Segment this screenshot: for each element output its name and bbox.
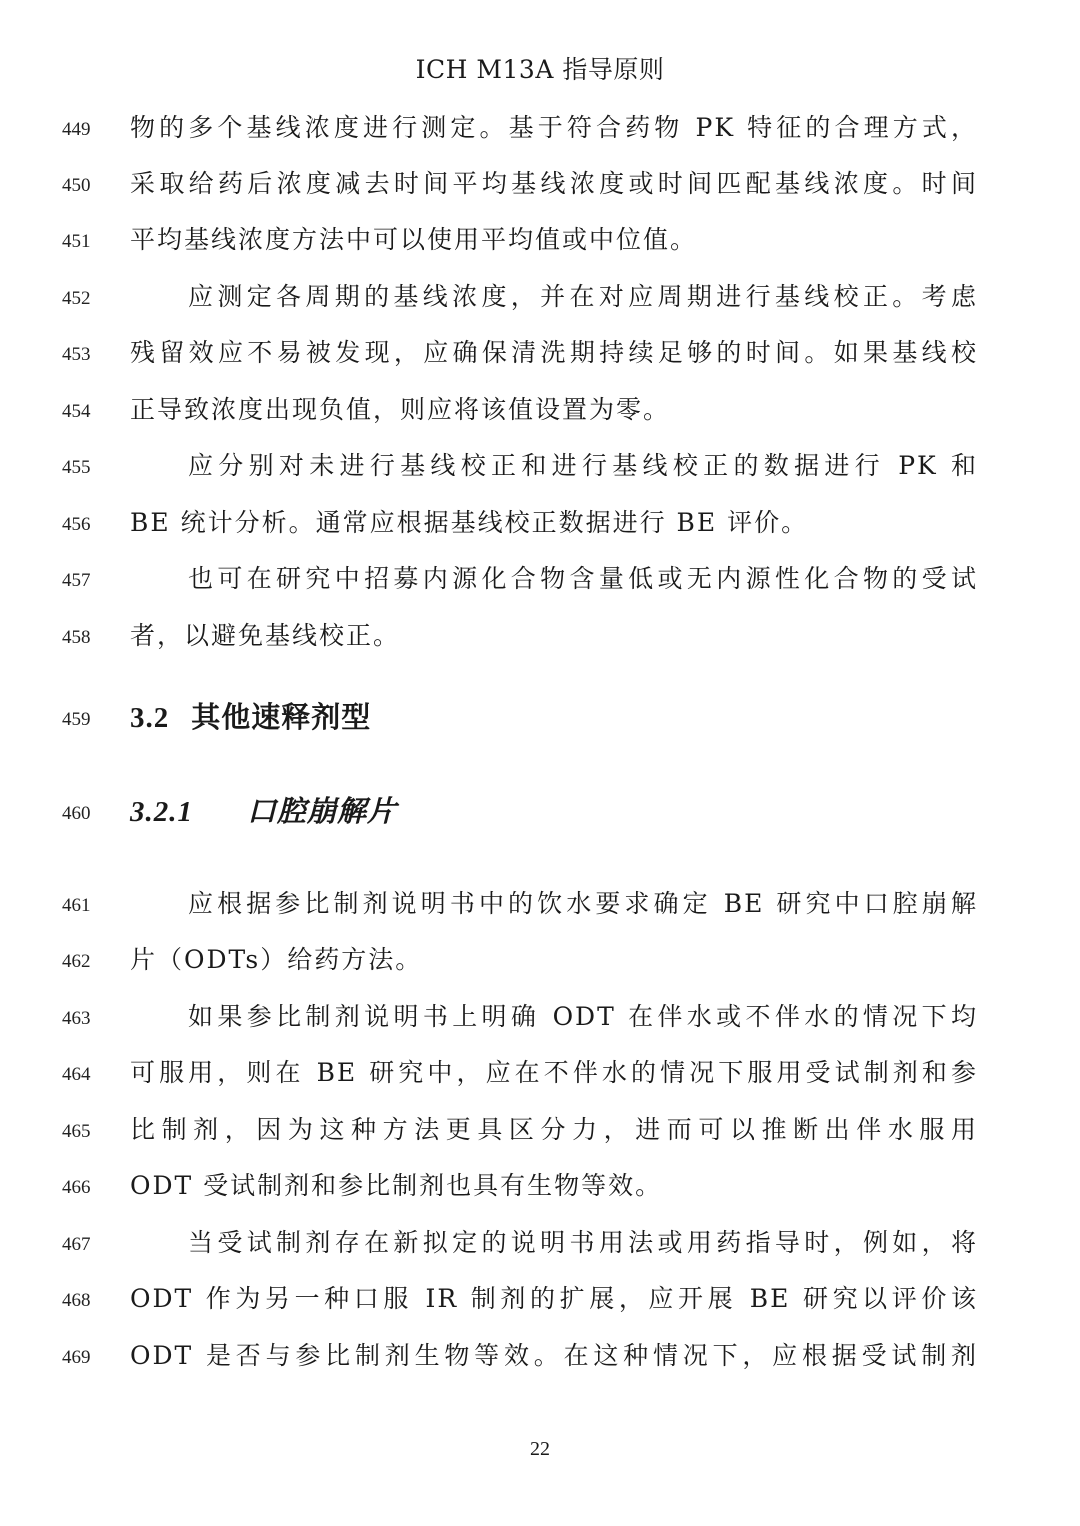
- page-header-title: ICH M13A 指导原则: [415, 55, 665, 84]
- text-line: [0, 1279, 1080, 1319]
- line-number: 453: [62, 344, 91, 365]
- line-text: 物的多个基线浓度进行测定。基于符合药物 PK 特征的合理方式，: [130, 113, 978, 142]
- line-number: 467: [62, 1234, 91, 1255]
- line-number: 465: [62, 1121, 91, 1142]
- page-number: 22: [530, 1438, 550, 1460]
- line-text: 片（ODTs）给药方法。: [130, 945, 423, 974]
- line-number: 460: [62, 803, 91, 824]
- line-text: 应根据参比制剂说明书中的饮水要求确定 BE 研究中口腔崩解: [188, 889, 978, 918]
- subsection-number: 3.2.1: [130, 796, 193, 828]
- line-number: 452: [62, 288, 91, 309]
- line-number: 463: [62, 1008, 91, 1029]
- text-line: [0, 940, 1080, 980]
- text-line: [0, 1223, 1080, 1263]
- text-line: [0, 220, 1080, 260]
- line-text: 平均基线浓度方法中可以使用平均值或中位值。: [130, 225, 698, 254]
- line-text: 应测定各周期的基线浓度，并在对应周期进行基线校正。考虑: [188, 282, 978, 311]
- line-number: 459: [62, 709, 91, 730]
- section-heading: [0, 698, 1080, 738]
- text-line: [0, 333, 1080, 373]
- text-line: [0, 108, 1080, 148]
- line-number: 462: [62, 951, 91, 972]
- subsection-title: 口腔崩解片: [247, 796, 398, 828]
- text-line: [0, 390, 1080, 430]
- text-line: [0, 503, 1080, 543]
- line-text: 如果参比制剂说明书上明确 ODT 在伴水或不伴水的情况下均: [188, 1002, 978, 1031]
- subsection-heading: [0, 792, 1080, 832]
- line-text: ODT 受试制剂和参比制剂也具有生物等效。: [130, 1171, 663, 1200]
- line-text: 可服用，则在 BE 研究中，应在不伴水的情况下服用受试制剂和参: [130, 1058, 978, 1087]
- line-number: 458: [62, 627, 91, 648]
- line-text: 也可在研究中招募内源化合物含量低或无内源性化合物的受试: [188, 564, 978, 593]
- subsection-heading-text: [130, 792, 978, 832]
- line-text: ODT 作为另一种口服 IR 制剂的扩展，应开展 BE 研究以评价该: [130, 1284, 978, 1313]
- line-text: ODT 是否与参比制剂生物等效。在这种情况下，应根据受试制剂: [130, 1341, 978, 1370]
- line-text: 正导致浓度出现负值，则应将该值设置为零。: [130, 395, 671, 424]
- text-line: [0, 616, 1080, 656]
- section-number: 3.2: [130, 702, 170, 734]
- text-line: [0, 1336, 1080, 1376]
- line-number: 450: [62, 175, 91, 196]
- line-number: 461: [62, 895, 91, 916]
- line-number: 468: [62, 1290, 91, 1311]
- line-text: BE 统计分析。通常应根据基线校正数据进行 BE 评价。: [130, 508, 809, 537]
- text-line: [0, 1053, 1080, 1093]
- section-title: 其他速释剂型: [191, 702, 372, 734]
- line-number: 454: [62, 401, 91, 422]
- section-heading-text: [130, 698, 978, 738]
- text-line: [0, 277, 1080, 317]
- line-number: 451: [62, 231, 91, 252]
- line-text: 当受试制剂存在新拟定的说明书用法或用药指导时，例如，将: [188, 1228, 978, 1257]
- line-number: 455: [62, 457, 91, 478]
- text-line: [0, 559, 1080, 599]
- line-number: 469: [62, 1347, 91, 1368]
- line-number: 456: [62, 514, 91, 535]
- line-number: 466: [62, 1177, 91, 1198]
- line-text: 应分别对未进行基线校正和进行基线校正的数据进行 PK 和: [188, 451, 978, 480]
- text-line: [0, 1110, 1080, 1150]
- line-number: 464: [62, 1064, 91, 1085]
- text-line: [0, 164, 1080, 204]
- text-line: [0, 1166, 1080, 1206]
- line-text: 采取给药后浓度减去时间平均基线浓度或时间匹配基线浓度。时间: [130, 169, 978, 198]
- line-text: 残留效应不易被发现，应确保清洗期持续足够的时间。如果基线校: [130, 338, 978, 367]
- line-text: 比制剂，因为这种方法更具区分力，进而可以推断出伴水服用: [130, 1115, 978, 1144]
- line-number: 457: [62, 570, 91, 591]
- text-line: [0, 884, 1080, 924]
- line-text: 者，以避免基线校正。: [130, 621, 401, 650]
- text-line: [0, 997, 1080, 1037]
- text-line: [0, 446, 1080, 486]
- line-number: 449: [62, 119, 91, 140]
